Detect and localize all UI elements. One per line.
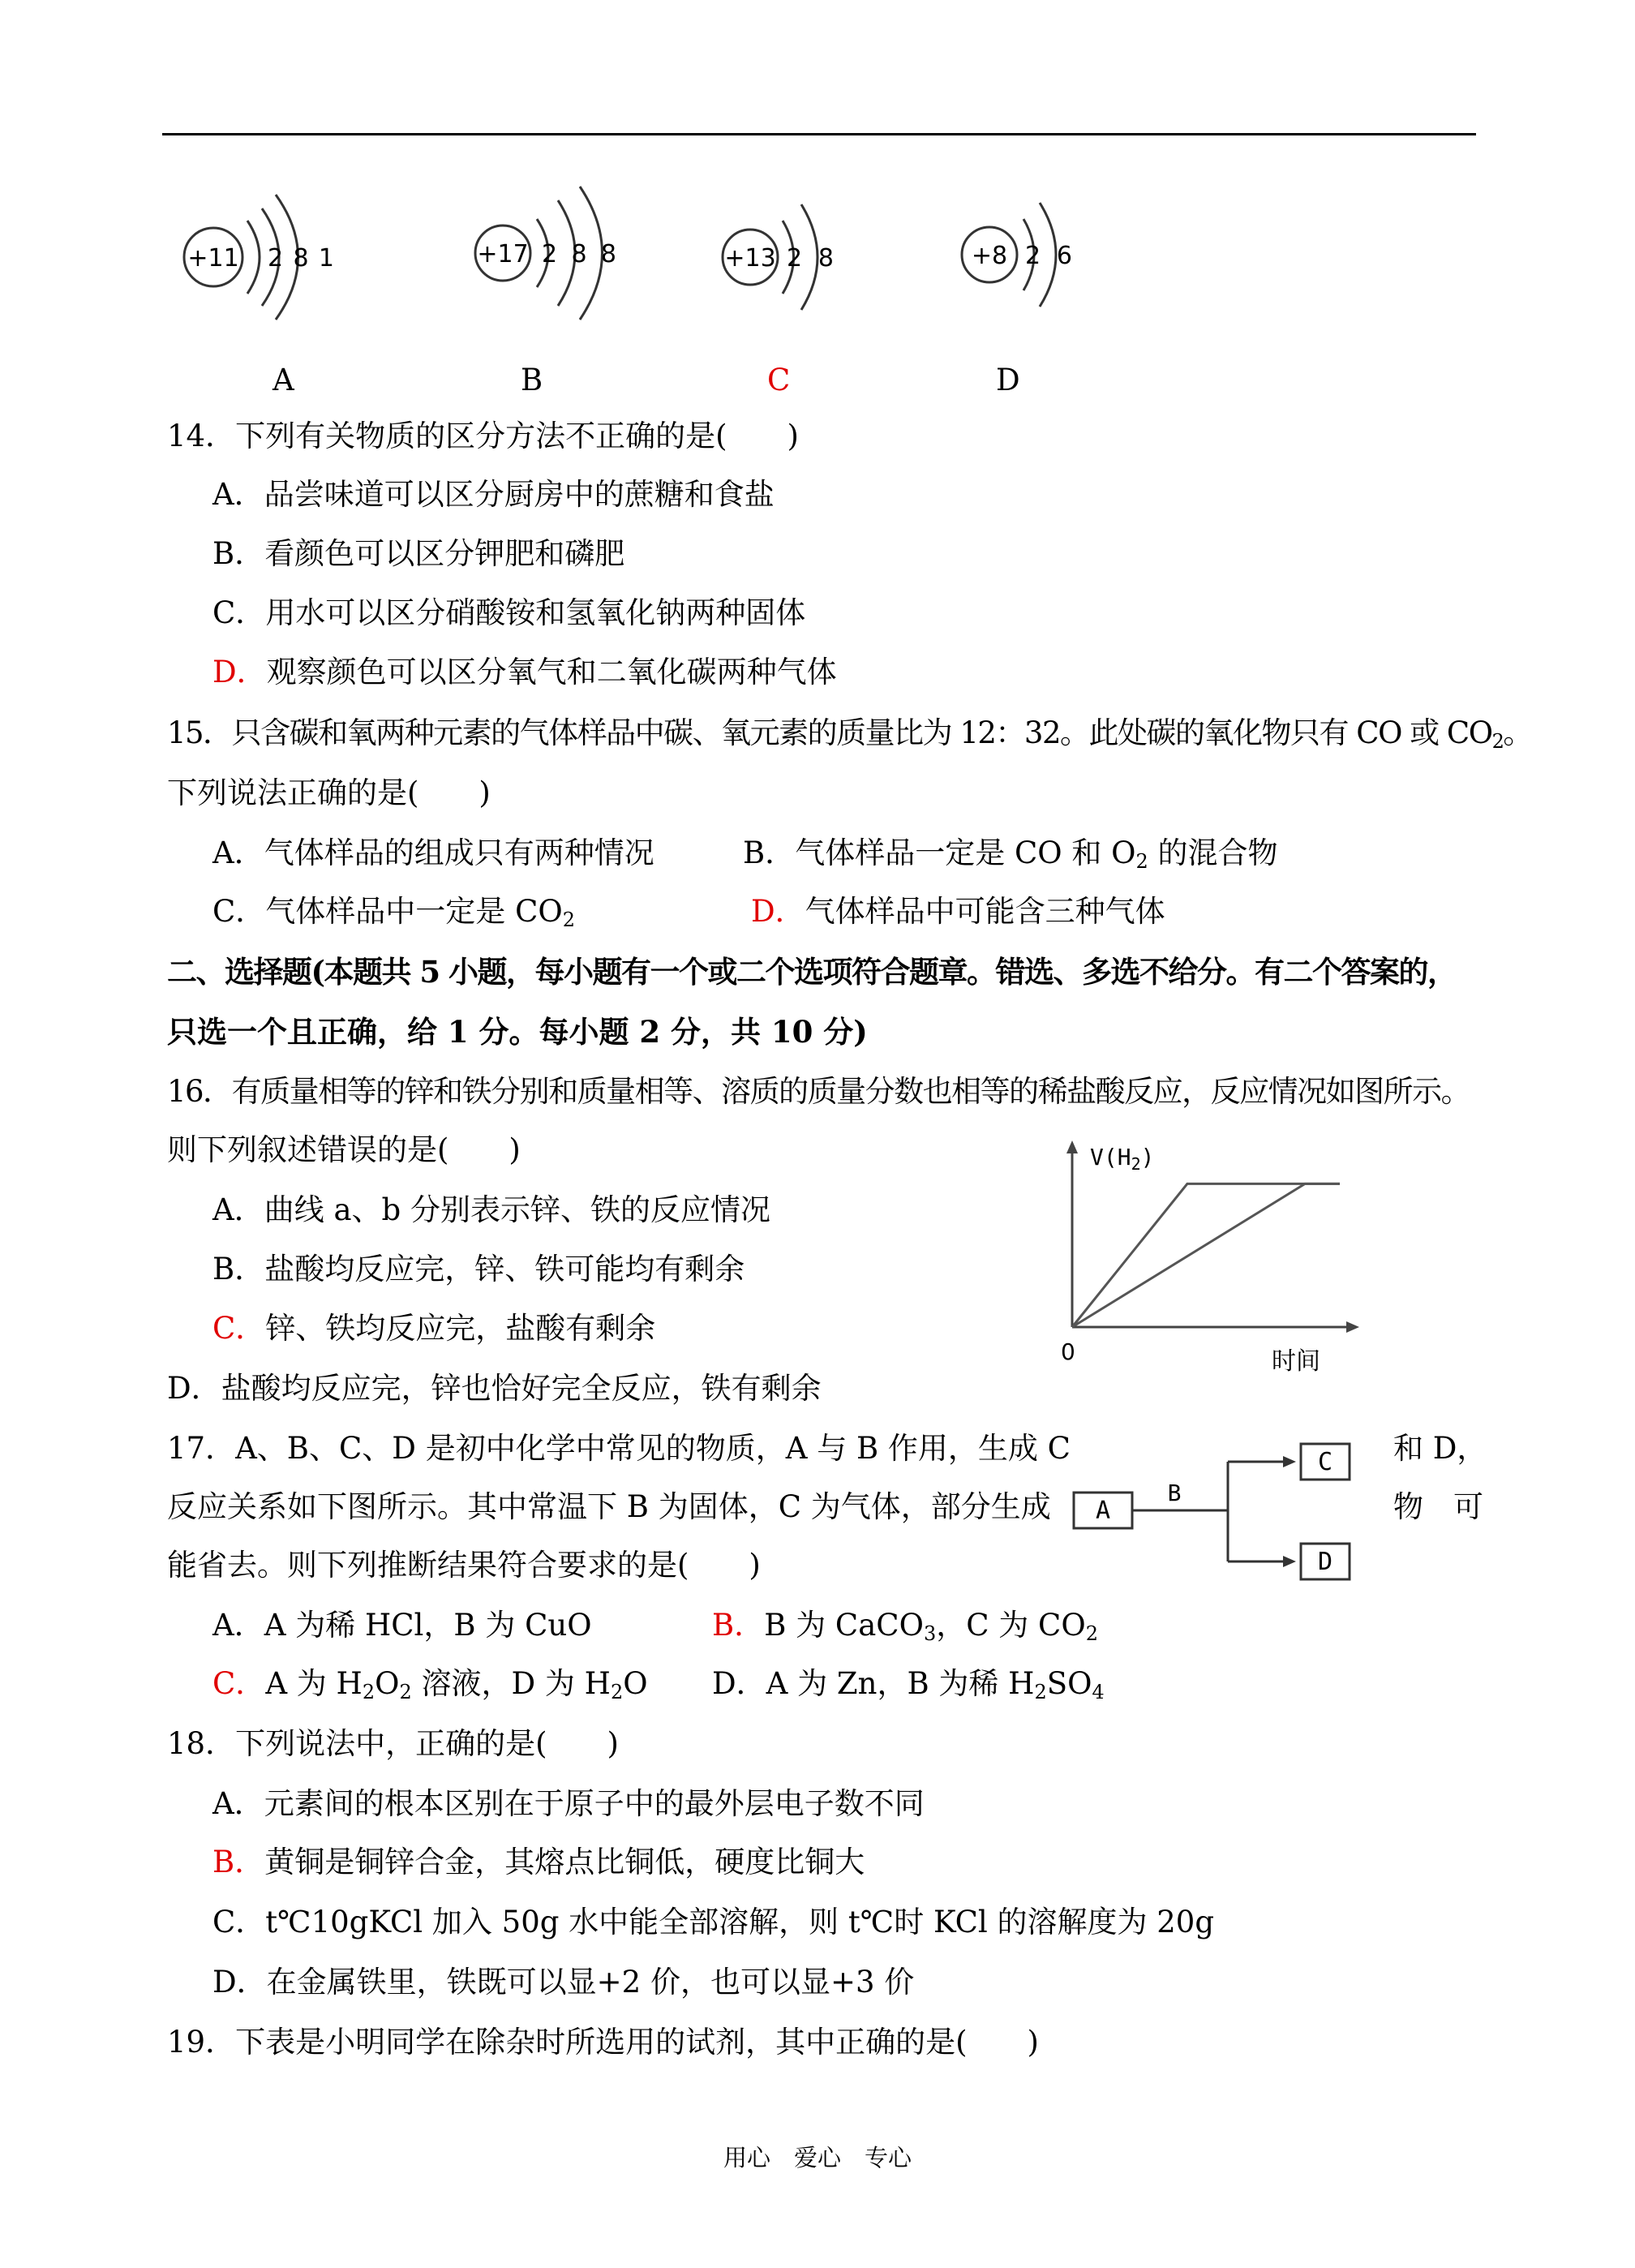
atom-diagram-d bbox=[941, 180, 1111, 324]
atom-shells: 2 8 1 bbox=[268, 244, 334, 273]
q17-stem-line2-right: 物 可 bbox=[1393, 1489, 1483, 1524]
section2-heading-line1: 二、选择题(本题共 5 小题，每小题有一个或二个选项符合题章。错选、多选不给分。有二个答案的， bbox=[167, 954, 1457, 990]
x-axis-arrow bbox=[1346, 1321, 1359, 1333]
page-footer: 用心 爱心 专心 bbox=[723, 2144, 912, 2171]
atom-label-a: A bbox=[272, 363, 294, 397]
atom-diagram-c bbox=[706, 180, 876, 324]
q17-stem-line2: 反应关系如下图所示。其中常温下 B 为固体，C 为气体，部分生成 bbox=[167, 1489, 1051, 1524]
flow-label-d: D bbox=[1317, 1548, 1333, 1576]
q16-option-b: B．盐酸均反应完，锌、铁可能均有剩余 bbox=[212, 1252, 745, 1286]
q17-option-c: C．A 为 $H_2O_2$ 溶液，D 为 $H_2O$ bbox=[212, 1666, 648, 1703]
q17-stem-line1-right: 和 D， bbox=[1393, 1431, 1487, 1466]
q19-stem: 19．下表是小明同学在除杂时所选用的试剂，其中正确的是( ) bbox=[167, 2025, 1039, 2060]
q16-stem-line1: 16．有质量相等的锌和铁分别和质量相等、溶质的质量分数也相等的稀盐酸反应，反应情况如图所示。 bbox=[167, 1074, 1470, 1109]
atom-diagram-b bbox=[470, 180, 641, 324]
atom-label-b: B bbox=[521, 363, 543, 397]
y-axis-label: $V(H_2)$ bbox=[1090, 1144, 1155, 1174]
q14-option-d: D．观察颜色可以区分氧气和二氧化碳两种气体 bbox=[212, 655, 837, 689]
series-line-a bbox=[1072, 1183, 1340, 1327]
atom-shells: 2 6 bbox=[1025, 242, 1072, 270]
q14-option-c: C．用水可以区分硝酸铵和氢氧化钠两种固体 bbox=[212, 595, 806, 630]
q18-stem: 18．下列说法中，正确的是( ) bbox=[167, 1726, 619, 1761]
series-line-b bbox=[1072, 1183, 1340, 1327]
q17-option-b: B．B 为 CaCO$_3$，C 为 $CO_2$ bbox=[712, 1608, 1098, 1645]
q15-stem-line2: 下列说法正确的是( ) bbox=[167, 775, 491, 810]
q17-flow-diagram bbox=[1069, 1428, 1410, 1590]
x-axis-label: 时间 bbox=[1272, 1347, 1320, 1376]
atom-diagram-a bbox=[166, 180, 337, 324]
flow-arrowhead-c bbox=[1283, 1456, 1296, 1467]
atom-nucleus: +17 bbox=[477, 240, 529, 268]
q15-option-a: A．气体样品的组成只有两种情况 bbox=[212, 835, 654, 870]
q18-option-c: C．t℃10gKCl 加入 50g 水中能全部溶解，则 t℃时 KCl 的溶解度为 20g bbox=[212, 1905, 1215, 1939]
q15-option-b: B．气体样品一定是 CO 和 $O_2$ 的混合物 bbox=[743, 835, 1278, 873]
atom-shells: 2 8 bbox=[787, 244, 834, 273]
flow-label-a: A bbox=[1095, 1497, 1111, 1525]
q15-option-d: D．气体样品中可能含三种气体 bbox=[751, 894, 1165, 929]
q14-option-b: B．看颜色可以区分钾肥和磷肥 bbox=[212, 536, 625, 571]
q18-option-a: A．元素间的根本区别在于原子中的最外层电子数不同 bbox=[212, 1786, 925, 1821]
q16-stem-line2: 则下列叙述错误的是( ) bbox=[167, 1132, 521, 1167]
q16-reaction-graph bbox=[1054, 1134, 1362, 1387]
atom-nucleus: +8 bbox=[971, 242, 1008, 270]
atom-nucleus: +11 bbox=[187, 244, 239, 273]
q14-stem: 14．下列有关物质的区分方法不正确的是( ) bbox=[167, 419, 799, 453]
q17-option-d: D．A 为 Zn，B 为稀 $H_2SO_4$ bbox=[712, 1666, 1105, 1703]
flow-label-b: B bbox=[1167, 1480, 1182, 1506]
q18-option-d: D．在金属铁里，铁既可以显+2 价，也可以显+3 价 bbox=[212, 1965, 915, 2000]
q17-stem-line1: 17．A、B、C、D 是初中化学中常见的物质，A 与 B 作用，生成 C bbox=[167, 1431, 1071, 1466]
atom-label-d: D bbox=[996, 363, 1020, 397]
atom-label-c: C bbox=[767, 363, 791, 397]
flow-arrowhead-d bbox=[1283, 1556, 1296, 1567]
q18-option-b: B．黄铜是铜锌合金，其熔点比铜低，硬度比铜大 bbox=[212, 1845, 865, 1879]
q17-stem-line3: 能省去。则下列推断结果符合要求的是( ) bbox=[167, 1548, 761, 1583]
q16-option-d: D．盐酸均反应完，锌也恰好完全反应，铁有剩余 bbox=[167, 1371, 822, 1406]
section2-heading-line2: 只选一个且正确，给 1 分。每小题 2 分，共 10 分) bbox=[167, 1014, 868, 1050]
q14-option-a: A．品尝味道可以区分厨房中的蔗糖和食盐 bbox=[212, 477, 775, 512]
origin-label: 0 bbox=[1061, 1338, 1075, 1365]
q16-option-c: C．锌、铁均反应完，盐酸有剩余 bbox=[212, 1311, 656, 1346]
flow-label-c: C bbox=[1317, 1448, 1333, 1476]
q17-option-a: A．A 为稀 HCl，B 为 CuO bbox=[212, 1608, 592, 1643]
atom-nucleus: +13 bbox=[724, 244, 776, 273]
q16-option-a: A．曲线 a、b 分别表示锌、铁的反应情况 bbox=[212, 1192, 770, 1227]
q15-stem-line1: 15．只含碳和氧两种元素的气体样品中碳、氧元素的质量比为 12：32。此处碳的氧化物只有 CO 或 $CO_2$。 bbox=[167, 715, 1532, 753]
q15-option-c: C．气体样品中一定是 $CO_2$ bbox=[212, 894, 575, 931]
y-axis-arrow bbox=[1066, 1140, 1078, 1153]
header-rule bbox=[162, 133, 1476, 135]
atom-shells: 2 8 8 bbox=[542, 240, 616, 268]
